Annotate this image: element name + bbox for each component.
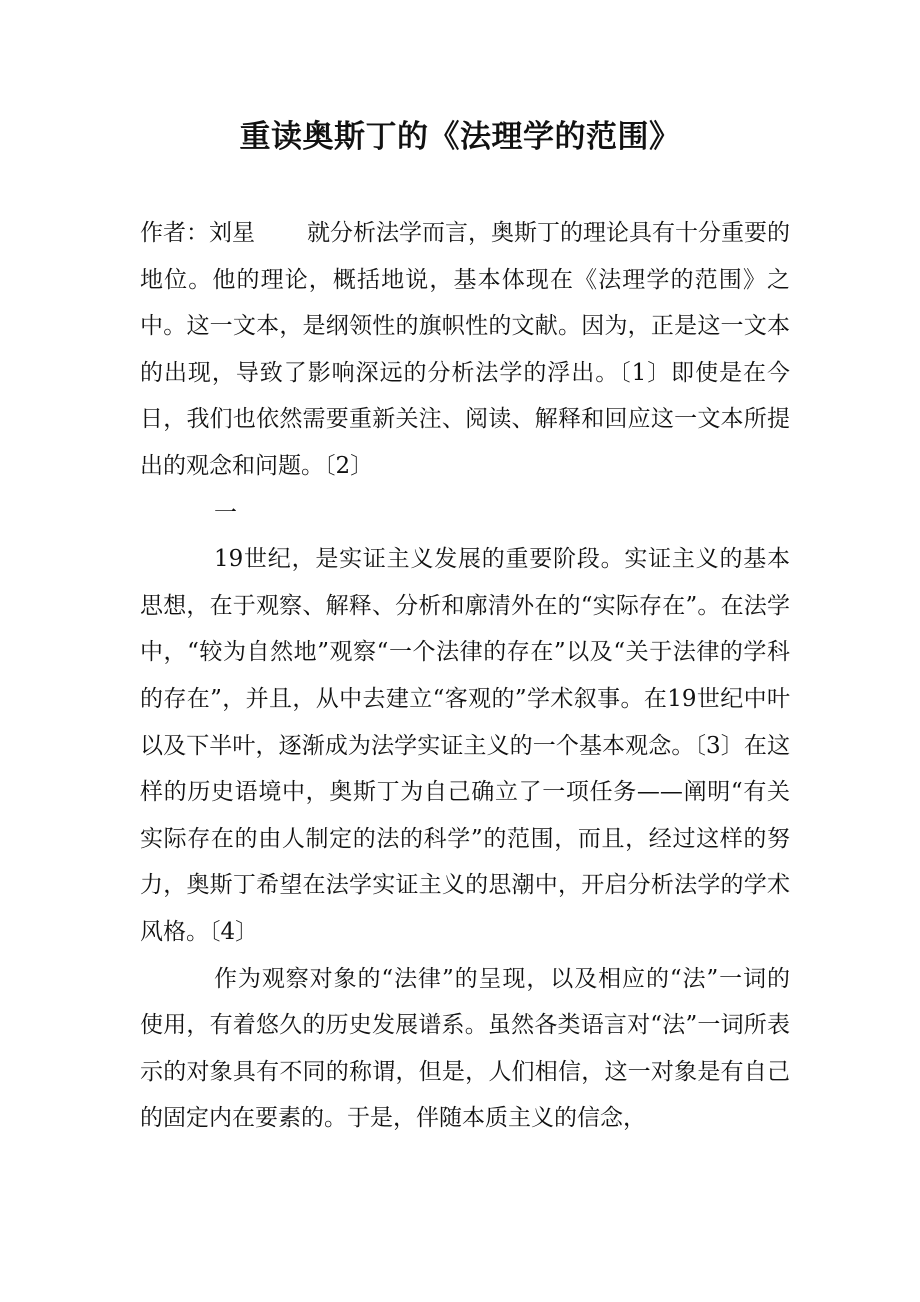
intro-paragraph: [140, 210, 790, 490]
paragraph-text: 就分析法学而言，奥斯丁的理论具有十分重要的地位。他的理论，概括地说，基本体现在《法理学的范围》之中。这一文本，是纲领性的旗帜性的文献。因为，正是这一文本的出现，导致了影响深远的分析法学的浮出。〔1〕即使是在今日，我们也依然需要重新关注、阅读、解释和回应这一文本所提出的观念和问题。〔2〕: [140, 220, 790, 479]
paragraph: 作为观察对象的“法律”的呈现，以及相应的“法”一词的使用，有着悠久的历史发展谱系。虽然各类语言对“法”一词所表示的对象具有不同的称谓，但是，人们相信，这一对象是有自己的固定内在要素的。于是，伴随本质主义的信念，: [140, 965, 790, 1132]
author-line: 作者：刘星: [140, 220, 255, 246]
section-heading: 一: [214, 499, 237, 526]
paragraph: 19世纪，是实证主义发展的重要阶段。实证主义的基本思想，在于观察、解释、分析和廓清外在的“实际存在”。在法学中，“较为自然地”观察“一个法律的存在”以及“关于法律的学科的存在”，并且，从中去建立“客观的”学术叙事。在19世纪中叶以及下半叶，逐渐成为法学实证主义的一个基本观念。〔3〕在这样的历史语境中，奥斯丁为自己确立了一项任务——阐明“有关实际存在的由人制定的法的科学”的范围，而且，经过这样的努力，奥斯丁希望在法学实证主义的思潮中，开启分析法学的学术风格。〔4〕: [140, 546, 790, 945]
document-title: 重读奥斯丁的《法理学的范围》: [239, 119, 681, 155]
document-body: [140, 210, 790, 1142]
